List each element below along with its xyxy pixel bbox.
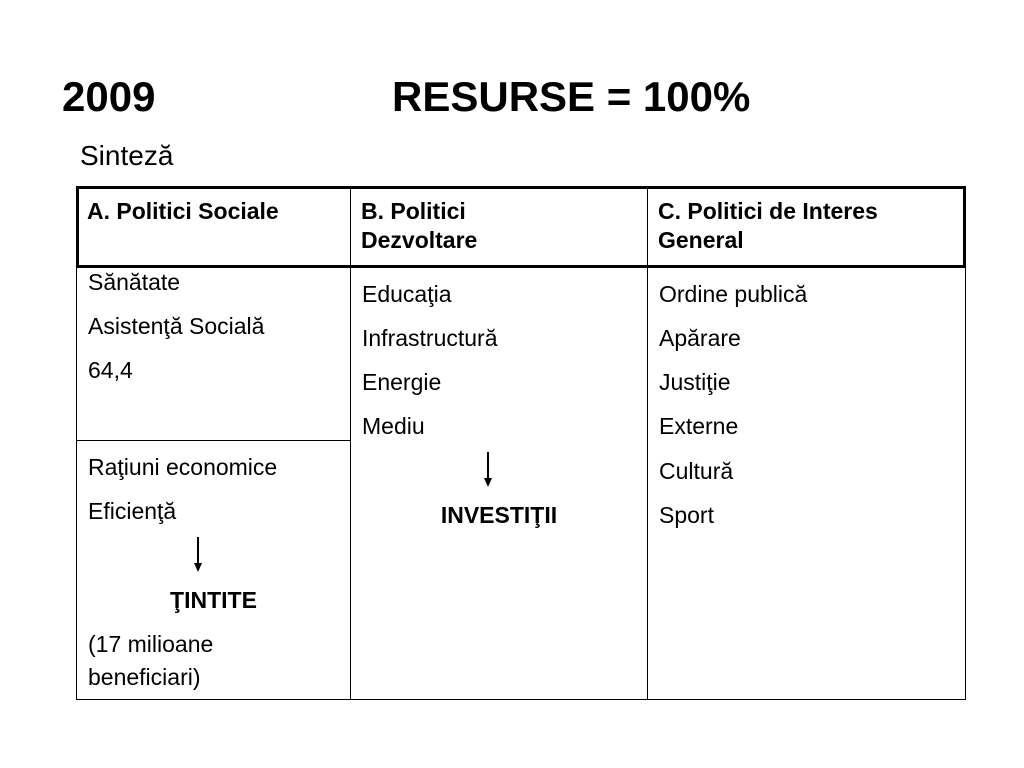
col-a-item-ratiuni: Raţiuni economice [88, 454, 278, 480]
col-a-top-cell [76, 267, 351, 441]
col-a-item-eficienta: Eficienţă [88, 498, 177, 524]
col-a-note-line2: beneficiari) [88, 664, 201, 690]
col-c-item-cultura: Cultură [659, 458, 734, 484]
header-politici-dezvoltare [350, 186, 648, 268]
slide-title: RESURSE = 100% [392, 73, 751, 120]
header-col-c-line2: General [658, 227, 744, 253]
col-c-cell [647, 267, 966, 700]
slide-year: 2009 [62, 73, 156, 120]
col-c-item-aparare: Apărare [659, 325, 741, 351]
header-col-b-line2: Dezvoltare [361, 227, 478, 253]
col-c-item-sport: Sport [659, 502, 714, 528]
header-col-a-label: A. Politici Sociale [87, 198, 279, 224]
col-b-item-educatia: Educaţia [362, 281, 452, 307]
col-a-item-sanatate: Sănătate [88, 269, 181, 295]
header-politici-interes-general [647, 186, 966, 268]
col-c-item-justitie: Justiţie [659, 369, 731, 395]
col-a-item-asistenta: Asistenţă Socială [88, 313, 265, 339]
col-a-note-line1: (17 milioane [88, 631, 214, 657]
col-b-item-energie: Energie [362, 369, 442, 395]
slide-subtitle: Sinteză [80, 140, 174, 171]
col-a-item-value: 64,4 [88, 357, 133, 383]
header-col-b-line1: B. Politici [361, 198, 466, 224]
col-c-item-ordine-publica: Ordine publică [659, 281, 808, 307]
col-b-result-investitii: INVESTIŢII [440, 502, 558, 528]
col-b-item-infrastructura: Infrastructură [362, 325, 498, 351]
col-b-item-mediu: Mediu [362, 413, 425, 439]
col-a-result-tintite: ŢINTITE [170, 587, 257, 613]
policy-table [76, 186, 966, 700]
header-politici-sociale [76, 186, 351, 268]
col-c-item-externe: Externe [659, 413, 739, 439]
col-b-cell [350, 267, 648, 700]
col-a-bottom-cell [76, 440, 351, 700]
header-col-c-line1: C. Politici de Interes [658, 198, 878, 224]
